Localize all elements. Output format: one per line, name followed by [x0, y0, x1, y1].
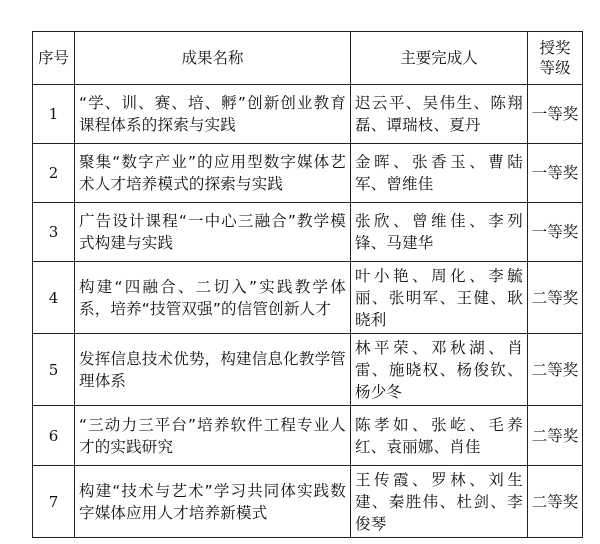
row-grade: 二等奖	[528, 466, 583, 538]
row-name: “学、训、赛、培、孵”创新创业教育课程体系的探索与实践	[75, 85, 351, 144]
row-no: 7	[33, 466, 75, 538]
header-grade	[528, 32, 583, 85]
table-row	[33, 144, 583, 203]
header-people: 主要完成人	[351, 32, 528, 85]
header-no: 序号	[33, 32, 75, 85]
table-row	[33, 334, 583, 406]
row-grade: 一等奖	[528, 144, 583, 203]
row-no: 6	[33, 406, 75, 466]
row-no: 2	[33, 144, 75, 203]
header-row	[33, 32, 583, 85]
row-people: 王传霞、罗林、刘生建、秦胜伟、杜剑、李俊琴	[351, 466, 528, 538]
row-no: 4	[33, 262, 75, 334]
table-row	[33, 85, 583, 144]
row-grade: 二等奖	[528, 406, 583, 466]
header-grade-line2: 等级	[539, 59, 571, 77]
row-no: 5	[33, 334, 75, 406]
row-people: 迟云平、吴伟生、陈翔磊、谭瑞枝、夏丹	[351, 85, 528, 144]
row-name: 构建“四融合、二切入”实践教学体系，培养“技管双强”的信管创新人才	[75, 262, 351, 334]
table-row	[33, 466, 583, 538]
row-grade: 一等奖	[528, 203, 583, 262]
row-name: 构建“技术与艺术”学习共同体实践数字媒体应用人才培养新模式	[75, 466, 351, 538]
row-people: 金晖、张香玉、曹陆军、曾维佳	[351, 144, 528, 203]
row-name: 发挥信息技术优势，构建信息化教学管理体系	[75, 334, 351, 406]
row-name: 聚集“数字产业”的应用型数字媒体艺术人才培养模式的探索与实践	[75, 144, 351, 203]
row-name: 广告设计课程“一中心三融合”教学模式构建与实践	[75, 203, 351, 262]
awards-table	[32, 31, 583, 538]
row-people: 陈孝如、张屹、毛养红、袁丽娜、肖佳	[351, 406, 528, 466]
row-people: 林平荣、邓秋湖、肖雷、施晓权、杨俊钦、杨少冬	[351, 334, 528, 406]
row-people: 张欣、曾维佳、李列锋、马建华	[351, 203, 528, 262]
table-row	[33, 406, 583, 466]
table-row	[33, 203, 583, 262]
row-grade: 二等奖	[528, 262, 583, 334]
table-row	[33, 262, 583, 334]
row-grade: 二等奖	[528, 334, 583, 406]
row-no: 3	[33, 203, 75, 262]
row-name: “三动力三平台”培养软件工程专业人才的实践研究	[75, 406, 351, 466]
row-no: 1	[33, 85, 75, 144]
header-grade-line1: 授奖	[539, 39, 571, 57]
row-grade: 一等奖	[528, 85, 583, 144]
header-name: 成果名称	[75, 32, 351, 85]
row-people: 叶小艳、周化、李毓丽、张明军、王健、耿晓利	[351, 262, 528, 334]
